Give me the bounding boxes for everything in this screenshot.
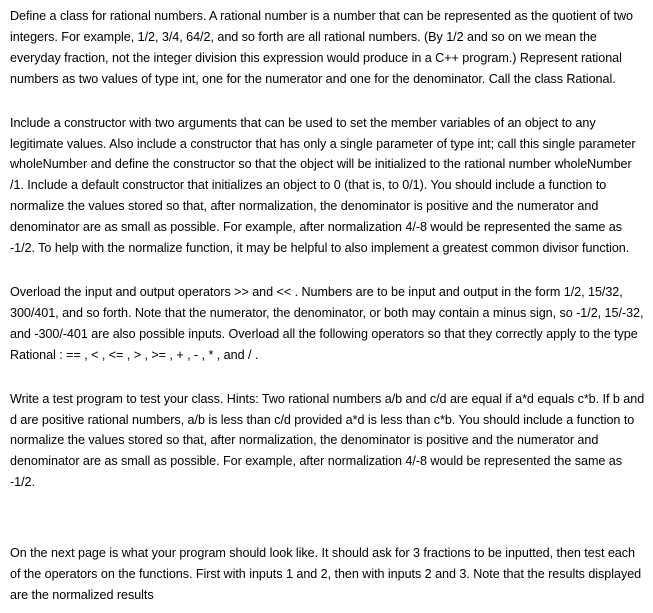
paragraph-next-page-note: On the next page is what your program should look like. It should ask for 3 fractions to be inputted, then test each of the operators on the functions. First with inputs 1 and 2, then with inputs 2 and 3. Note that the results displayed are the normalized results xyxy=(10,546,642,602)
paragraph-constructors: Include a constructor with two arguments that can be used to set the member variables of an object to any legitimate values. Also include a constructor that has only a single parameter of type int; call this single parameter wholeNumber and define the constructor so that the object will be initialized to the rational number wholeNumber /1. Include a default constructor that initializes an object to 0 (that is, to 0/1). You should include a function to normalize the values stored so that, after normalization, the denominator is positive and the numerator and denominator are as small as possible. For example, after normalization 4/-8 would be represented the same as -1/2. To help with the normalize function, it may be helpful to also implement a greatest common divisor function. xyxy=(10,115,636,256)
paragraph-test-program: Write a test program to test your class. Hints: Two rational numbers a/b and c/d are equal if a*d equals c*b. If b and d are positive rational numbers, a/b is less than c/d provided a*d is less than c*b. You should include a function to normalize the values stored so that, after normalization, the denominator is positive and the numerator and denominator are as small as possible. For example, after normalization 4/-8 would be represented the same as -1/2. xyxy=(10,391,645,490)
paragraph-operator-overloading: Overload the input and output operators >> and << . Numbers are to be input and output in the form 1/2, 15/32, 300/401, and so forth. Note that the numerator, the denominator, or both may contain a minus sign, so -1/2, 15/-32, and -300/-401 are also possible inputs. Overload all the following operators so that they correctly apply to the type Rational : == , < , <= , > , >= , + , - , * , and / . xyxy=(10,284,644,362)
document-page xyxy=(10,6,646,606)
paragraph-class-definition: Define a class for rational numbers. A rational number is a number that can be represented as the quotient of two integers. For example, 1/2, 3/4, 64/2, and so forth are all rational numbers. (By 1/2 and so on we mean the everyday fraction, not the integer division this expression would produce in a C++ program.) Represent rational numbers as two values of type int, one for the numerator and one for the denominator. Call the class Rational. xyxy=(10,9,633,86)
